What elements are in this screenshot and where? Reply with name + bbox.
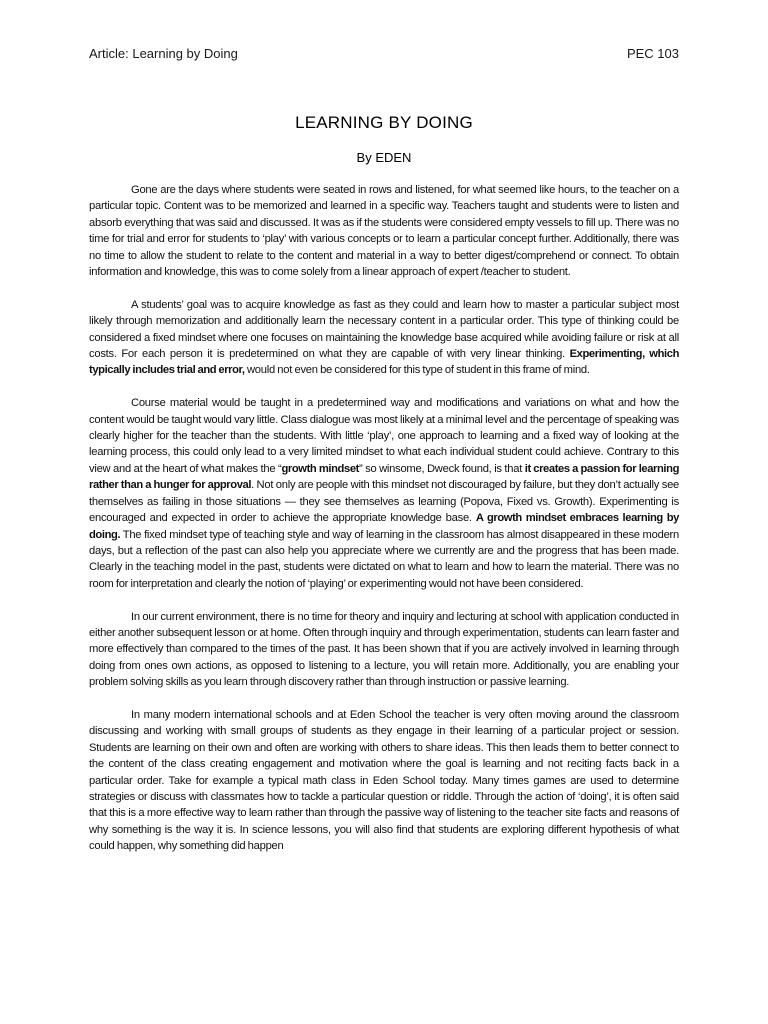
paragraph-1-text: Gone are the days where students were seated in rows and listened, for what seemed like hours, to the teacher on a particular topic. Content was to be memorized and learned in a specific way. Teachers taught and students were to listen and absorb everything that was said and discussed. It was as if the students were considered empty vessels to fill up. There was no time for trial and error for students to ‘play’ with various concepts or to learn a particular concept further. Additionally, there was no time to allow the student to relate to the content and material in a way to better digest/comprehend or connect. To obtain information and knowledge, this was to come solely from a linear approach of expert /teacher to student.	[89, 184, 679, 279]
page-header	[89, 46, 679, 66]
paragraph-5	[89, 707, 679, 855]
paragraph-5-text: In many modern international schools and at Eden School the teacher is very often moving around the classroom discussing and working with small groups of students as they engage in their learning of a particular project or session. Students are learning on their own and often are working with others to share ideas. This then leads them to better connect to the content of the class creating engagement and motivation where the goal is learning and not reciting facts back in a particular order. Take for example a typical math class in Eden School today. Many times games are used to determine strategies or discuss with classmates how to tackle a particular question or riddle. Through the action of ‘doing’, it is often said that this is a more effective way to learn rather than through the passive way of listening to the teacher site facts and reasons of why something is the way it is. In science lessons, you will also find that students are exploring different hypothesis of what could happen, why something did happen	[89, 708, 679, 853]
paragraph-2-text-b: would not even be considered for this type of student in this frame of mind.	[244, 364, 590, 377]
header-course-code: PEC 103	[626, 46, 679, 61]
paragraph-2-text-a: A students’ goal was to acquire knowledge as fast as they could and learn how to master a particular subject most likely through memorization and additionally learn the necessary content in a particular order. This type of thinking could be considered a fixed mindset where one focuses on maintaining the knowledge base acquired while avoiding failure or risk at all costs. For each person it is predetermined on what they are capable of with very linear thinking.	[89, 298, 679, 361]
paragraph-3-emphasis-1: growth mindset	[281, 462, 359, 475]
document-title: LEARNING BY DOING	[295, 113, 473, 132]
document-body	[89, 182, 679, 871]
paragraph-3	[89, 395, 679, 592]
paragraph-2	[89, 297, 679, 379]
paragraph-1	[89, 182, 679, 280]
header-article-title: Article: Learning by Doing	[89, 46, 238, 61]
paragraph-4	[89, 609, 679, 691]
paragraph-3-text-b: ” so winsome, Dweck found, is that	[358, 462, 525, 475]
paragraph-3-emphasis-3: A growth mindset embraces learning by doing.	[89, 512, 679, 541]
paragraph-3-emphasis-2: it creates a passion for learning rather than a hunger for approval	[89, 462, 680, 492]
paragraph-2-emphasis: Experimenting, which typically includes trial and error,	[89, 348, 679, 377]
paragraph-3-text-d: The fixed mindset type of teaching style and way of learning in the classroom has almost disappeared in these modern days, but a reflection of the past can also help you appreciate where we currently are and the progress that has been made. Clearly in the teaching model in the past, students were dictated on what to learn and how to learn the material. There was no room for interpretation and clearly the notion of ‘playing’ or experimenting would not have been considered.	[89, 528, 679, 590]
document-byline: By EDEN	[356, 150, 412, 165]
paragraph-4-text: In our current environment, there is no time for theory and inquiry and lecturing at school with application conducted in either another subsequent lesson or at home. Often through inquiry and through experimentation, students can learn faster and more effectively than compared to the times of the past. It has been shown that if you are actively involved in learning through doing from ones own actions, as opposed to listening to a lecture, you will retain more. Additionally, you are enabling your problem solving skills as you learn through discovery rather than through instruction or passive learning.	[89, 610, 679, 689]
paragraph-3-text-c: . Not only are people with this mindset not discouraged by failure, but they don’t actually see themselves as failing in those situations — they see themselves as learning (Popova, Fixed vs. Growth). Experimenting is encouraged and expected in order to achieve the appropriate knowledge base.	[89, 479, 680, 525]
paragraph-3-text-a: Course material would be taught in a predetermined way and modifications and variations on what and how the content would be taught would vary little. Class dialogue was most likely at a minimal level and the percentage of speaking was clearly higher for the teacher than the students. With little ‘play’, one approach to learning and a fixed way of looking at the learning process, this could only lead to a very limited mindset to what each individual student could achieve. Contrary to this view and at the heart of what makes the “	[89, 397, 679, 475]
